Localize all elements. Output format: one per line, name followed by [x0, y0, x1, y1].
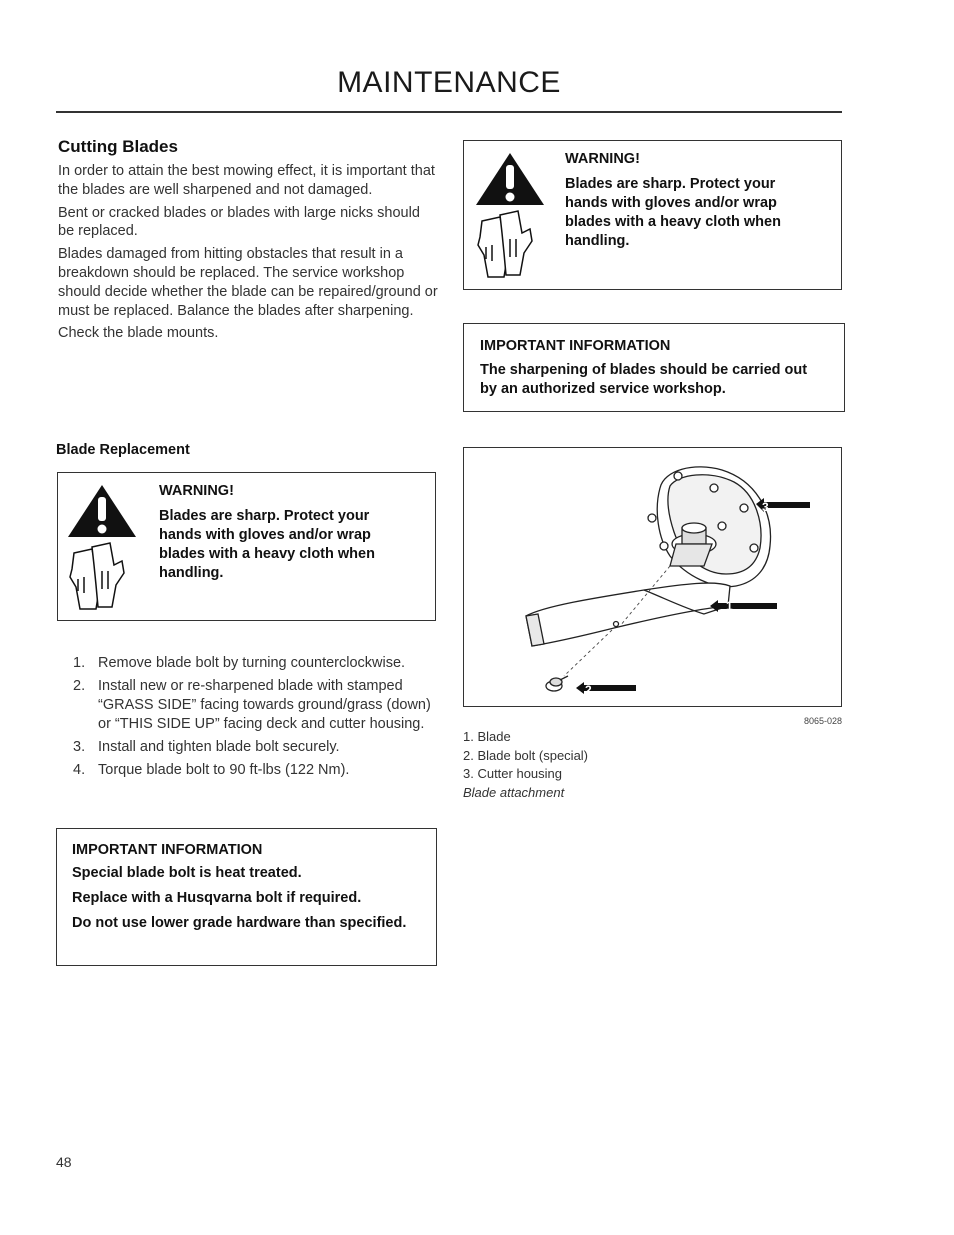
gloves-icon: [70, 543, 124, 609]
paragraph: Bent or cracked blades or blades with large nicks should be replaced.: [58, 204, 420, 240]
list-item: 1. Remove blade bolt by turning counterclockwise.: [73, 655, 406, 671]
blade-attachment-figure: [463, 447, 842, 707]
list-item: 3. Install and tighten blade bolt securely.: [73, 738, 340, 755]
blade-bolt-illustration: [546, 676, 568, 691]
page-title: MAINTENANCE: [337, 66, 561, 99]
cutter-housing-illustration: [648, 467, 771, 587]
section-heading-cutting-blades: Cutting Blades: [58, 137, 178, 156]
info-line: Special blade bolt is heat treated.: [72, 865, 302, 881]
warning-text: Blades are sharp. Protect your hands with gloves and/or wrap blades with a heavy cloth when handling.: [159, 508, 375, 581]
cutting-blades-text: [58, 162, 438, 347]
paragraph: In order to attain the best mowing effect, it is important that the blades are well sharpened and not damaged.: [58, 163, 435, 198]
info-text: The sharpening of blades should be carried out by an authorized service workshop.: [480, 362, 808, 397]
list-item: 2. Install new or re-sharpened blade with stamped “GRASS SIDE” facing towards ground/grass (down) or “THIS SIDE UP” facing deck and cutter housing.: [73, 677, 431, 732]
section-heading-blade-replacement: Blade Replacement: [56, 442, 190, 458]
paragraph: Check the blade mounts.: [58, 325, 219, 342]
warning-triangle-icon: [66, 481, 138, 611]
page-number: 48: [56, 1154, 72, 1170]
info-line: Replace with a Husqvarna bolt if required.: [72, 890, 362, 906]
info-box-sharpening: [463, 323, 845, 412]
figure-legend: [463, 728, 588, 802]
paragraph: Blades damaged from hitting obstacles that result in a breakdown should be replaced. The service workshop should decide whether the blade can be repaired/ground or must be replaced. Balance the blades after sharpening.: [58, 246, 438, 319]
legend-item: 2. Blade bolt (special): [463, 747, 589, 763]
callout-label-1: 1: [726, 599, 733, 613]
callout-label-3: 3: [762, 500, 769, 514]
list-item: 4. Torque blade bolt to 90 ft-lbs (122 Nm).: [73, 761, 350, 778]
blade-attachment-illustration: [464, 448, 841, 706]
gloves-icon: [478, 211, 532, 277]
figure-code: 8065-028: [803, 716, 842, 726]
figure-caption: Blade attachment: [463, 784, 565, 800]
info-heading: IMPORTANT INFORMATION: [480, 338, 671, 354]
callout-label-2: 2: [585, 683, 592, 697]
replacement-steps: [56, 654, 441, 784]
warning-box-blade-replacement: [57, 472, 436, 621]
warning-heading: WARNING!: [565, 151, 640, 167]
info-line: Do not use lower grade hardware than specified.: [72, 915, 407, 931]
info-box-blade-bolt: [56, 828, 437, 966]
blade-illustration: [526, 583, 730, 646]
legend-item: 3. Cutter housing: [463, 766, 563, 782]
warning-heading: WARNING!: [159, 483, 234, 499]
warning-box-top: [463, 140, 842, 290]
info-heading: IMPORTANT INFORMATION: [72, 842, 263, 858]
legend-item: 1. Blade: [463, 729, 511, 744]
header-rule: [56, 111, 842, 113]
warning-triangle-icon: [474, 149, 546, 279]
warning-text: Blades are sharp. Protect your hands with gloves and/or wrap blades with a heavy cloth when handling.: [565, 176, 781, 249]
